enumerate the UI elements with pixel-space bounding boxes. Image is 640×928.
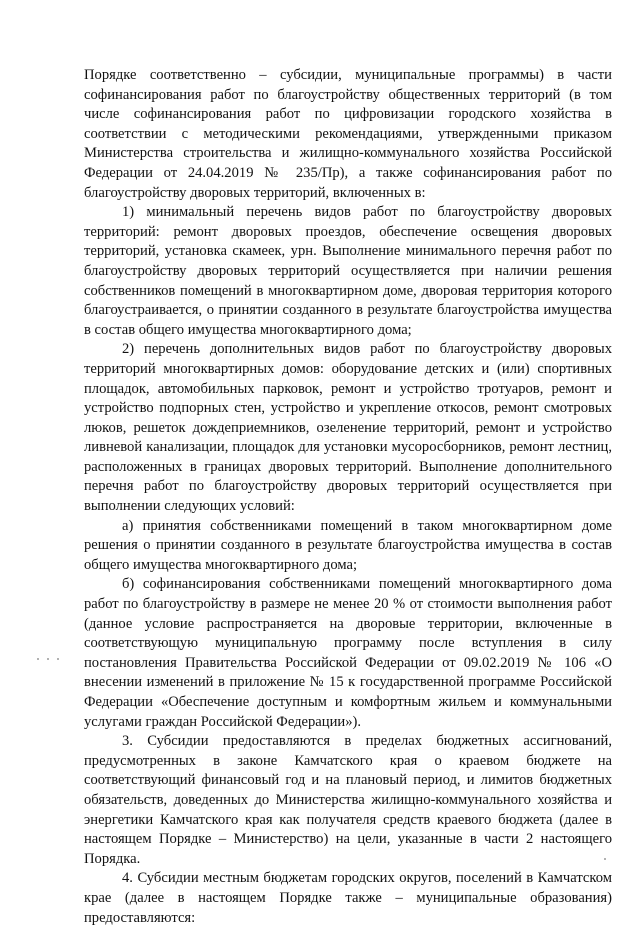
paragraph-section-3: 3. Субсидии предоставляются в пределах бюджетных ассигнований, предусмотренных в законе Камчатского края о краевом бюджете на соответствующий финансовый год и на плановый период, и лимитов бюджетных обязательств, доведенных до Министерства жилищно-коммунального хозяйства и энергетики Камчатского края как получателя средств краевого бюджета (далее в настоящем Порядке – Министерство) на цели, указанные в части 2 настоящего Порядка. xyxy=(84,733,612,867)
paragraph-condition-b: б) софинансирования собственниками помещений многоквартирного дома работ по благоустройству в размере не менее 20 % от стоимости выполнения работ (данное условие распространяется на дворовые территории, включенные в соответствующую муниципальную программу после вступления в силу постановления Правительства Российской Федерации от 09.02.2019 № 106 «О внесении изменений в приложение № 15 к государственной программе Российской Федерации «Обеспечение доступным и комфортным жильем и коммунальными услугами граждан Российской Федерации»). xyxy=(84,576,612,730)
document-body xyxy=(84,66,612,928)
paragraph-intro: Порядке соответственно – субсидии, муниципальные программы) в части софинансирования работ по благоустройству общественных территорий (в том числе софинансирования работ по цифровизации городского хозяйства в соответствии с методическими рекомендациями, утвержденными приказом Министерства строительства и жилищно-коммунального хозяйства Российской Федерации от 24.04.2019 № 235/Пр), а также софинансирования работ по благоустройству дворовых территорий, включенных в: xyxy=(84,67,612,201)
paragraph-section-4: 4. Субсидии местным бюджетам городских округов, поселений в Камчатском крае (далее в настоящем Порядке также – муниципальные образования) предоставляются: xyxy=(84,870,612,926)
scan-speck xyxy=(604,858,606,860)
paragraph-item-1: 1) минимальный перечень видов работ по благоустройству дворовых территорий: ремонт дворовых проездов, обеспечение освещения дворовых территорий, установка скамеек, урн. Выполнение минимального перечня работ по благоустройству дворовых территорий осуществляется при наличии решения собственников помещений в многоквартирном доме, дворовая территория которого благоустраивается, о принятии созданного в результате благоустройства имущества в состав общего имущества многоквартирного дома; xyxy=(84,204,612,338)
scan-speck xyxy=(47,658,49,660)
scan-speck xyxy=(57,658,59,660)
paragraph-item-2: 2) перечень дополнительных видов работ по благоустройству дворовых территорий многоквартирных домов: оборудование детских и (или) спортивных площадок, автомобильных парковок, ремонт и устройство тротуаров, ремонт и устройство подпорных стен, устройство и укрепление откосов, ремонт смотровых люков, решеток дождеприемников, озеленение территорий, ремонт и устройство ливневой канализации, площадок для установки мусоросборников, ремонт лестниц, расположенных в границах дворовых территорий. Выполнение дополнительного перечня работ по благоустройству дворовых территорий осуществляется при выполнении следующих условий: xyxy=(84,341,612,515)
scan-speck xyxy=(37,658,39,660)
paragraph-condition-a: а) принятия собственниками помещений в таком многоквартирном доме решения о принятии созданного в результате благоустройства имущества в состав общего имущества многоквартирного дома; xyxy=(84,517,612,573)
